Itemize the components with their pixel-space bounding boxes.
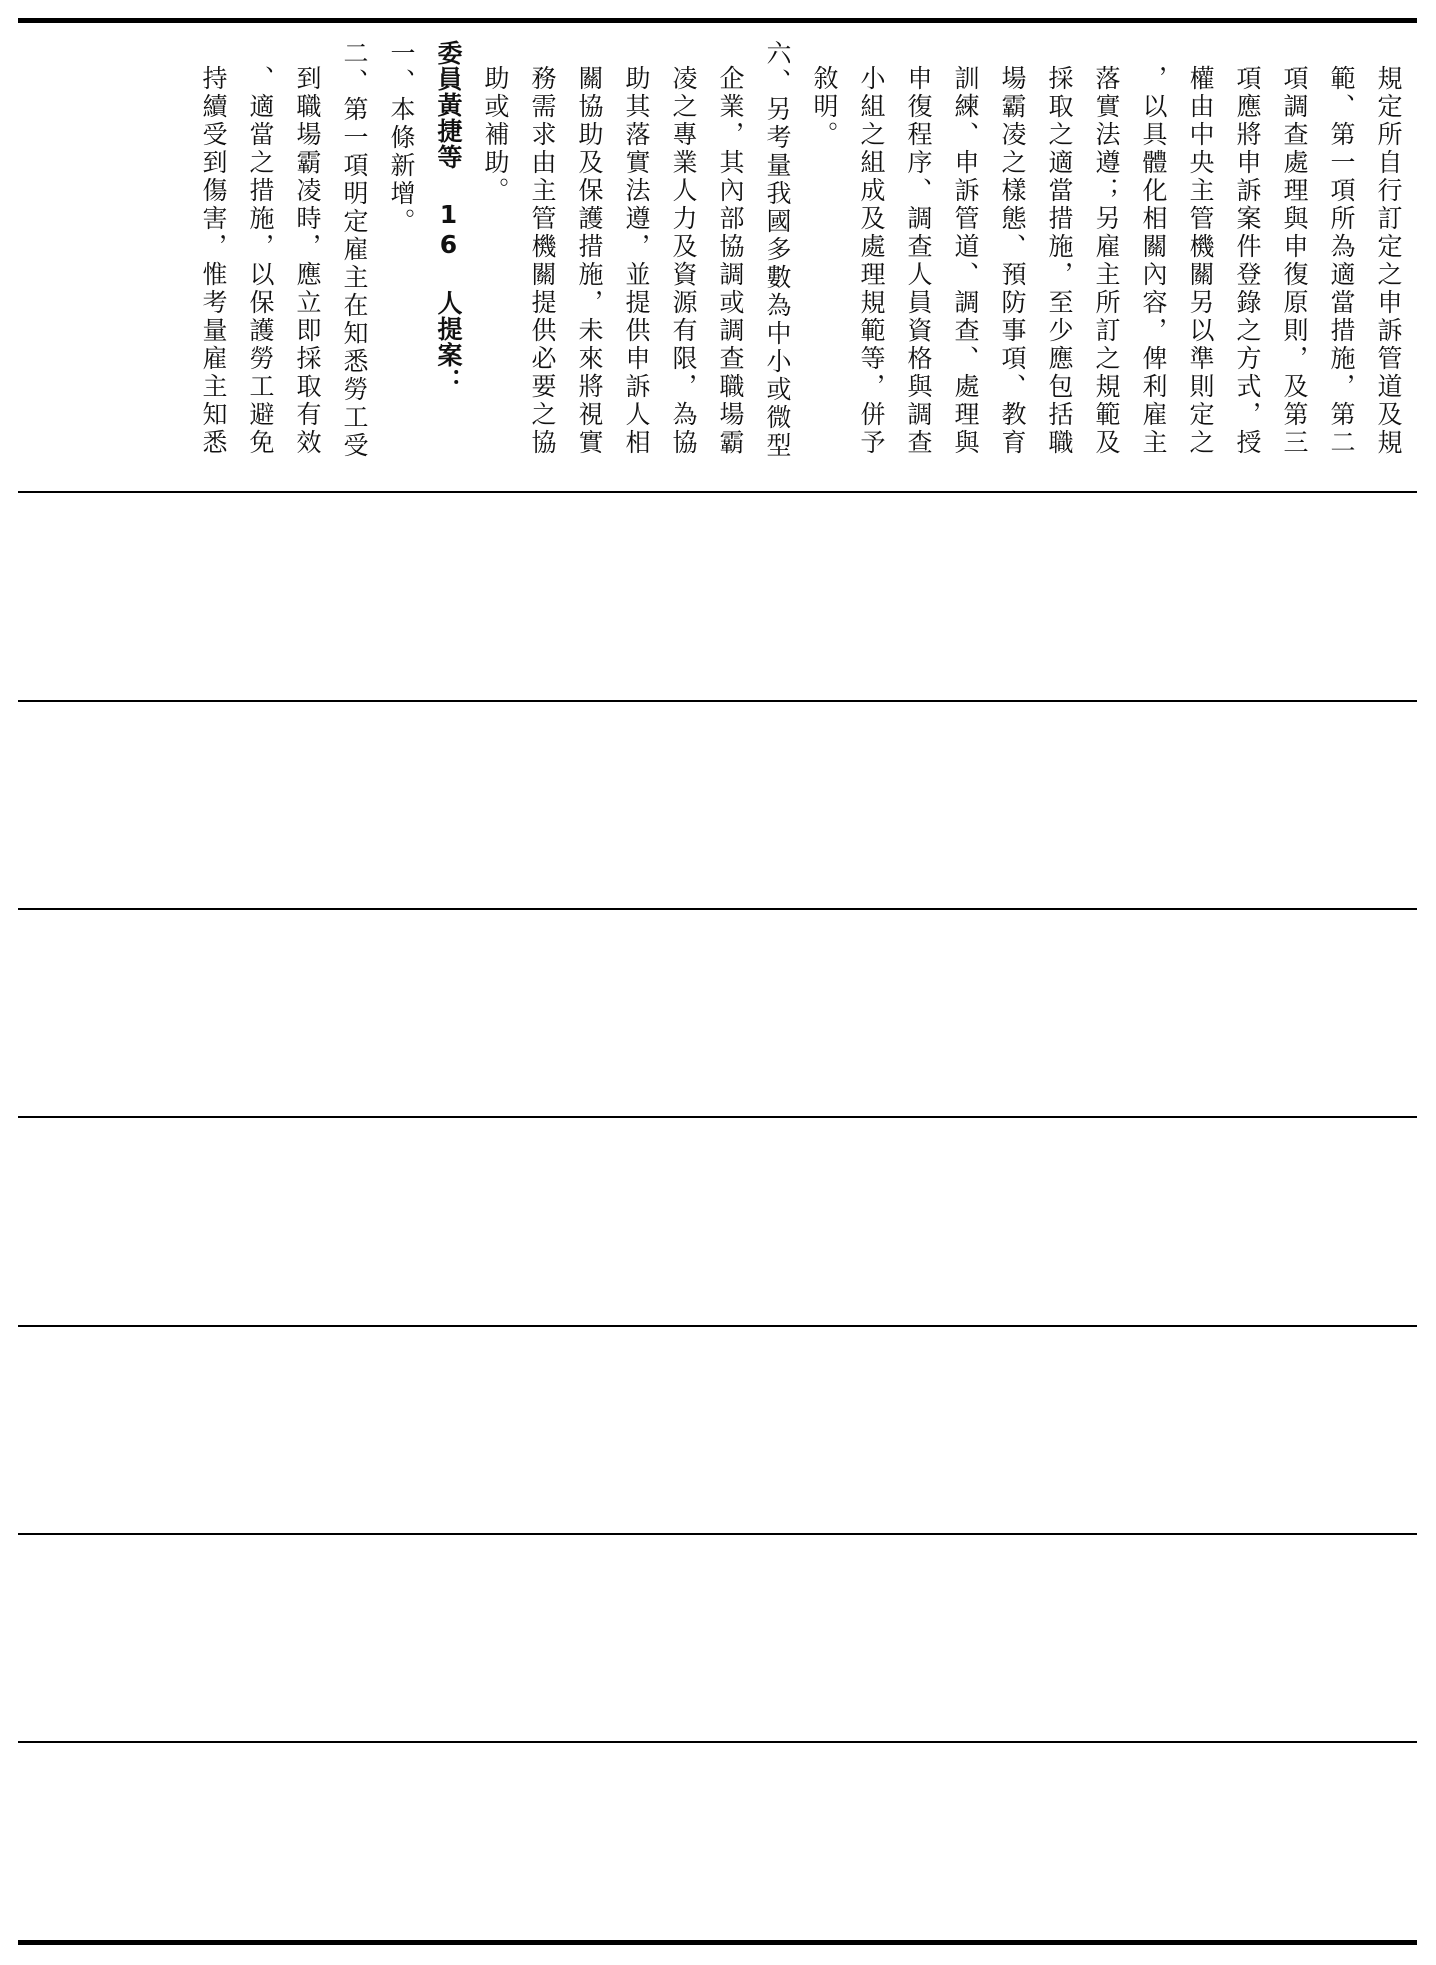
text-line: 落實法遵；另雇主所訂之規範及 (1092, 65, 1121, 457)
row-divider (18, 1741, 1417, 1743)
bottom-rule (18, 1940, 1417, 1945)
text-line: 場霸凌之樣態、預防事項、教育 (998, 65, 1027, 457)
text-line: 關協助及保護措施，未來將視實 (575, 65, 604, 457)
text-line: 一、本條新增。 (387, 40, 416, 236)
text-line: 務需求由主管機關提供必要之協 (528, 65, 557, 457)
text-line: 持續受到傷害，惟考量雇主知悉 (199, 65, 228, 457)
text-line: 採取之適當措施，至少應包括職 (1045, 65, 1074, 457)
text-line: 小組之組成及處理規範等，併予 (857, 65, 886, 457)
text-line: 敘明。 (810, 65, 839, 149)
row-divider (18, 1116, 1417, 1118)
row-divider (18, 700, 1417, 702)
text-line: 項調查處理與申復原則，及第三 (1280, 65, 1309, 457)
text-line: 助其落實法遵，並提供申訴人相 (622, 65, 651, 457)
text-line: 範、第一項所為適當措施，第二 (1327, 65, 1356, 457)
text-line: ，以具體化相關內容，俾利雇主 (1139, 65, 1168, 457)
text-line: 項應將申訴案件登錄之方式，授 (1233, 65, 1262, 457)
text-line: 企業，其內部協調或調查職場霸 (716, 65, 745, 457)
text-line: 助或補助。 (481, 65, 510, 205)
text-line: 二、第一項明定雇主在知悉勞工受 (340, 40, 369, 460)
text-line: 到職場霸凌時，應立即採取有效 (293, 65, 322, 457)
row-divider (18, 1533, 1417, 1535)
proposal-heading: 委員黃捷等 16 人提案： (434, 40, 463, 394)
text-line: 六、另考量我國多數為中小或微型 (763, 40, 792, 460)
text-line: 申復程序、調查人員資格與調查 (904, 65, 933, 457)
row-divider (18, 1325, 1417, 1327)
top-rule (18, 18, 1417, 23)
row-divider (18, 908, 1417, 910)
row-divider (18, 491, 1417, 493)
explanation-text (190, 40, 1412, 480)
text-line: 權由中央主管機關另以準則定之 (1186, 65, 1215, 457)
text-line: 規定所自行訂定之申訴管道及規 (1374, 65, 1403, 457)
text-line: 凌之專業人力及資源有限，為協 (669, 65, 698, 457)
text-line: 、適當之措施，以保護勞工避免 (246, 65, 275, 457)
text-line: 訓練、申訴管道、調查、處理與 (951, 65, 980, 457)
